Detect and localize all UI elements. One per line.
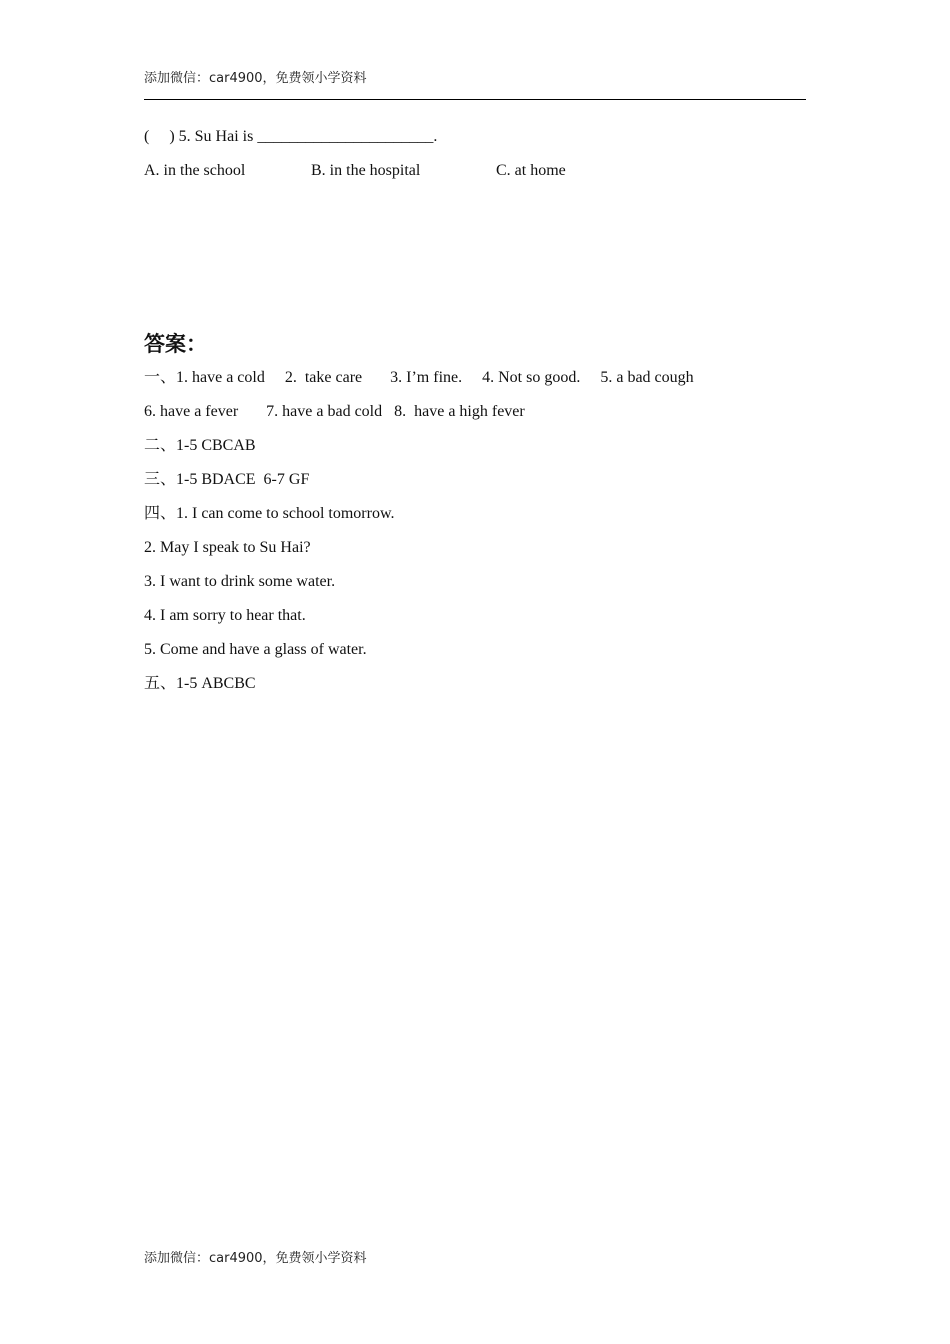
page-footer-text: 添加微信：car4900，免费领小学资料 (144, 1251, 367, 1266)
option-c: C. at home (496, 162, 566, 179)
answer-line-2: 6. have a fever 7. have a bad cold 8. have a high fever (144, 403, 525, 420)
question-5-options (144, 161, 644, 181)
answer-section-title: 答案： (144, 332, 207, 356)
answer-line-5: 四、1. I can come to school tomorrow. (144, 505, 395, 522)
answer-line-9: 5. Come and have a glass of water. (144, 641, 367, 658)
answer-line-3: 二、1-5 CBCAB (144, 437, 256, 454)
option-a: A. in the school (144, 162, 246, 179)
page-header-text: 添加微信：car4900，免费领小学资料 (144, 71, 367, 86)
answer-line-4: 三、1-5 BDACE 6-7 GF (144, 471, 310, 488)
answer-line-10: 五、1-5 ABCBC (144, 675, 256, 692)
answer-line-6: 2. May I speak to Su Hai? (144, 539, 311, 556)
header-divider (144, 99, 806, 100)
answer-line-7: 3. I want to drink some water. (144, 573, 336, 590)
answer-line-8: 4. I am sorry to hear that. (144, 607, 306, 624)
answer-line-1: 一、1. have a cold 2. take care 3. I’m fine. 4. Not so good. 5. a bad cough (144, 369, 694, 386)
question-5-stem: ( ) 5. Su Hai is ______________________. (144, 128, 438, 145)
option-b: B. in the hospital (311, 162, 421, 179)
